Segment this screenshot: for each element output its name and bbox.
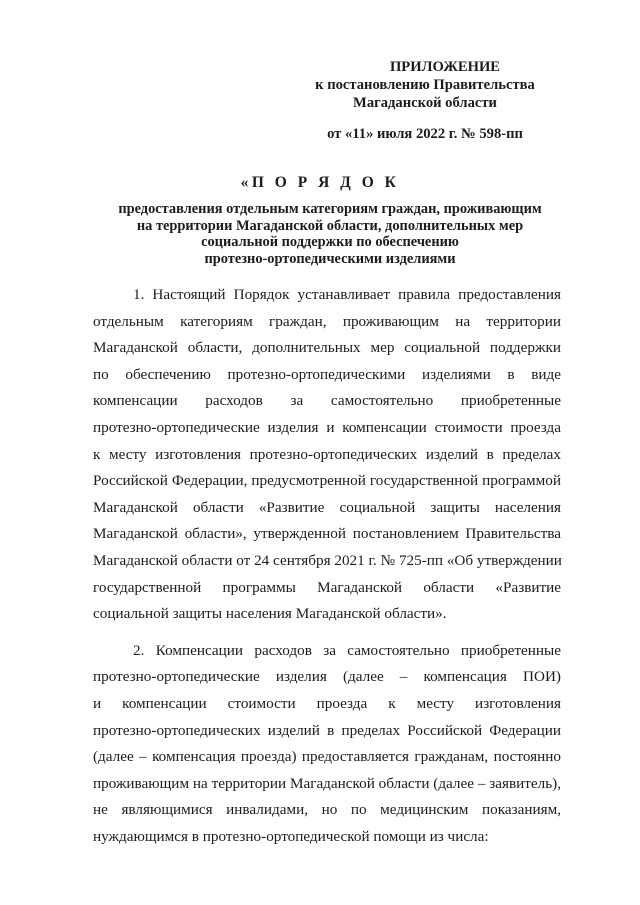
paragraph-line: протезно-ортопедических изделий в пределах Российской Федерации [93,721,561,739]
paragraph-line: Российской Федерации, предусмотренной государственной программой [93,472,561,490]
paragraph-2 [93,638,561,851]
paragraph-line: протезно-ортопедические изделия (далее – компенсация ПОИ) [93,668,561,686]
paragraph-line: протезно-ортопедические изделия и компенсации стоимости проезда [93,418,561,436]
subtitle-line: социальной поддержки по обеспечению [201,234,459,250]
paragraph-line: 2. Компенсации расходов за самостоятельно приобретенные [133,641,561,659]
subtitle-line: на территории Магаданской области, дополнительных мер [136,217,524,234]
paragraph-line: к месту изготовления протезно-ортопедических изделий в пределах [93,445,561,463]
subtitle-line: протезно-ортопедическими изделиями [204,250,456,267]
paragraph-line: компенсации расходов за самостоятельно приобретенные [93,392,561,410]
paragraph-line: Магаданской области от 24 сентября 2021 г. № 725-пп «Об утверждении [93,551,562,569]
document-body [93,282,561,850]
paragraph-line: (далее – компенсация проезда) предоставляется гражданам, постоянно [93,748,561,766]
paragraph-line: и компенсации стоимости проезда к месту изготовления [93,694,561,712]
paragraph-line: по обеспечению протезно-ортопедическими изделиями в виде [93,365,561,383]
paragraph-line: 1. Настоящий Порядок устанавливает правила предоставления [133,286,561,303]
appendix-header [300,58,550,143]
appendix-reference-line-2: Магаданской области [353,95,497,111]
document-subtitle [95,201,565,267]
paragraph-line: социальной защиты населения Магаданской области». [93,605,447,623]
paragraph-line: Магаданской области», утвержденной постановлением Правительства [93,525,561,543]
paragraph-line: государственной программы Магаданской области «Развитие [93,578,561,596]
paragraph-line: проживающим на территории Магаданской области (далее – заявитель), [93,774,561,792]
paragraph-line: не являющимися инвалидами, но по медицинским показаниям, [93,801,561,819]
paragraph-1 [93,282,561,628]
appendix-title: ПРИЛОЖЕНИЕ [389,59,501,75]
document-title: «П О Р Я Д О К [240,174,400,191]
paragraph-line: отдельным категориям граждан, проживающим на территории [93,312,561,330]
paragraph-line: нуждающимся в протезно-ортопедической помощи из числа: [93,827,489,845]
subtitle-line: предоставления отдельным категориям граждан, проживающим [118,201,542,217]
appendix-reference-line-1: к постановлению Правительства [315,77,535,93]
paragraph-line: Магаданской области «Развитие социальной защиты населения [93,498,561,516]
appendix-date: от «11» июля 2022 г. № 598-пп [327,126,523,142]
paragraph-line: Магаданской области, дополнительных мер социальной поддержки [93,339,561,357]
